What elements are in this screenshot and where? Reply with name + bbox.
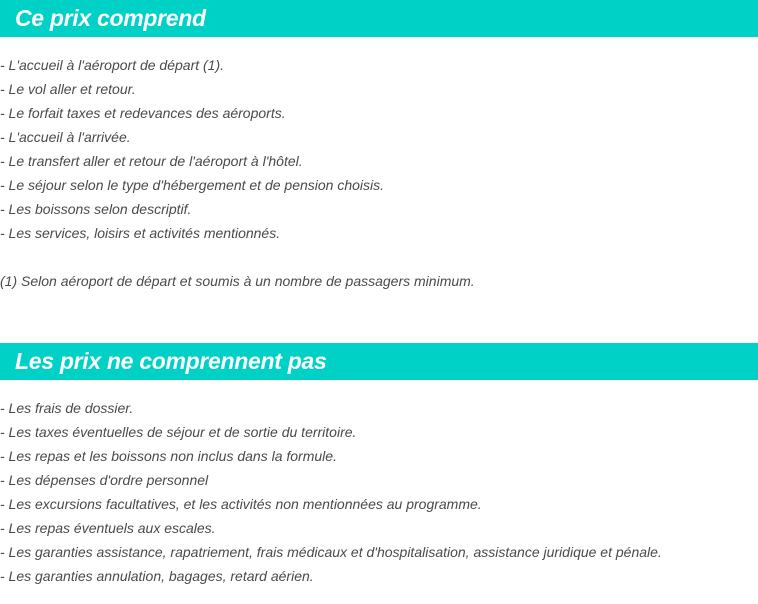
- list-item: - Le vol aller et retour.: [0, 81, 136, 97]
- list-item: - Les dépenses d'ordre personnel: [0, 472, 209, 488]
- list-item: - Les garanties assistance, rapatriement, frais médicaux et d'hospitalisation, assistance juridique et pénale.: [0, 544, 662, 560]
- excludes-title: Les prix ne comprennent pas: [15, 348, 327, 374]
- includes-list: [0, 53, 384, 245]
- excludes-header: [0, 343, 758, 380]
- list-item: - Les services, loisirs et activités mentionnés.: [0, 225, 281, 241]
- list-item: - L'accueil à l'aéroport de départ (1).: [0, 57, 225, 73]
- includes-title: Ce prix comprend: [15, 5, 206, 31]
- includes-header: [0, 0, 758, 37]
- list-item: - Les taxes éventuelles de séjour et de sortie du territoire.: [0, 424, 357, 440]
- list-item: - Les repas éventuels aux escales.: [0, 520, 216, 536]
- list-item: - Le forfait taxes et redevances des aéroports.: [0, 105, 286, 121]
- list-item: - Les repas et les boissons non inclus dans la formule.: [0, 448, 337, 464]
- list-item: - Les frais de dossier.: [0, 400, 134, 416]
- excludes-list: [0, 396, 662, 588]
- list-item: - Les boissons selon descriptif.: [0, 201, 192, 217]
- list-item: - Les excursions facultatives, et les activités non mentionnées au programme.: [0, 496, 482, 512]
- list-item: - Le séjour selon le type d'hébergement et de pension choisis.: [0, 177, 385, 193]
- list-item: - Le transfert aller et retour de l'aéroport à l'hôtel.: [0, 153, 303, 169]
- list-item: - L'accueil à l'arrivée.: [0, 129, 131, 145]
- list-item: - Les garanties annulation, bagages, retard aérien.: [0, 568, 314, 584]
- includes-footnote: (1) Selon aéroport de départ et soumis à un nombre de passagers minimum.: [0, 273, 475, 289]
